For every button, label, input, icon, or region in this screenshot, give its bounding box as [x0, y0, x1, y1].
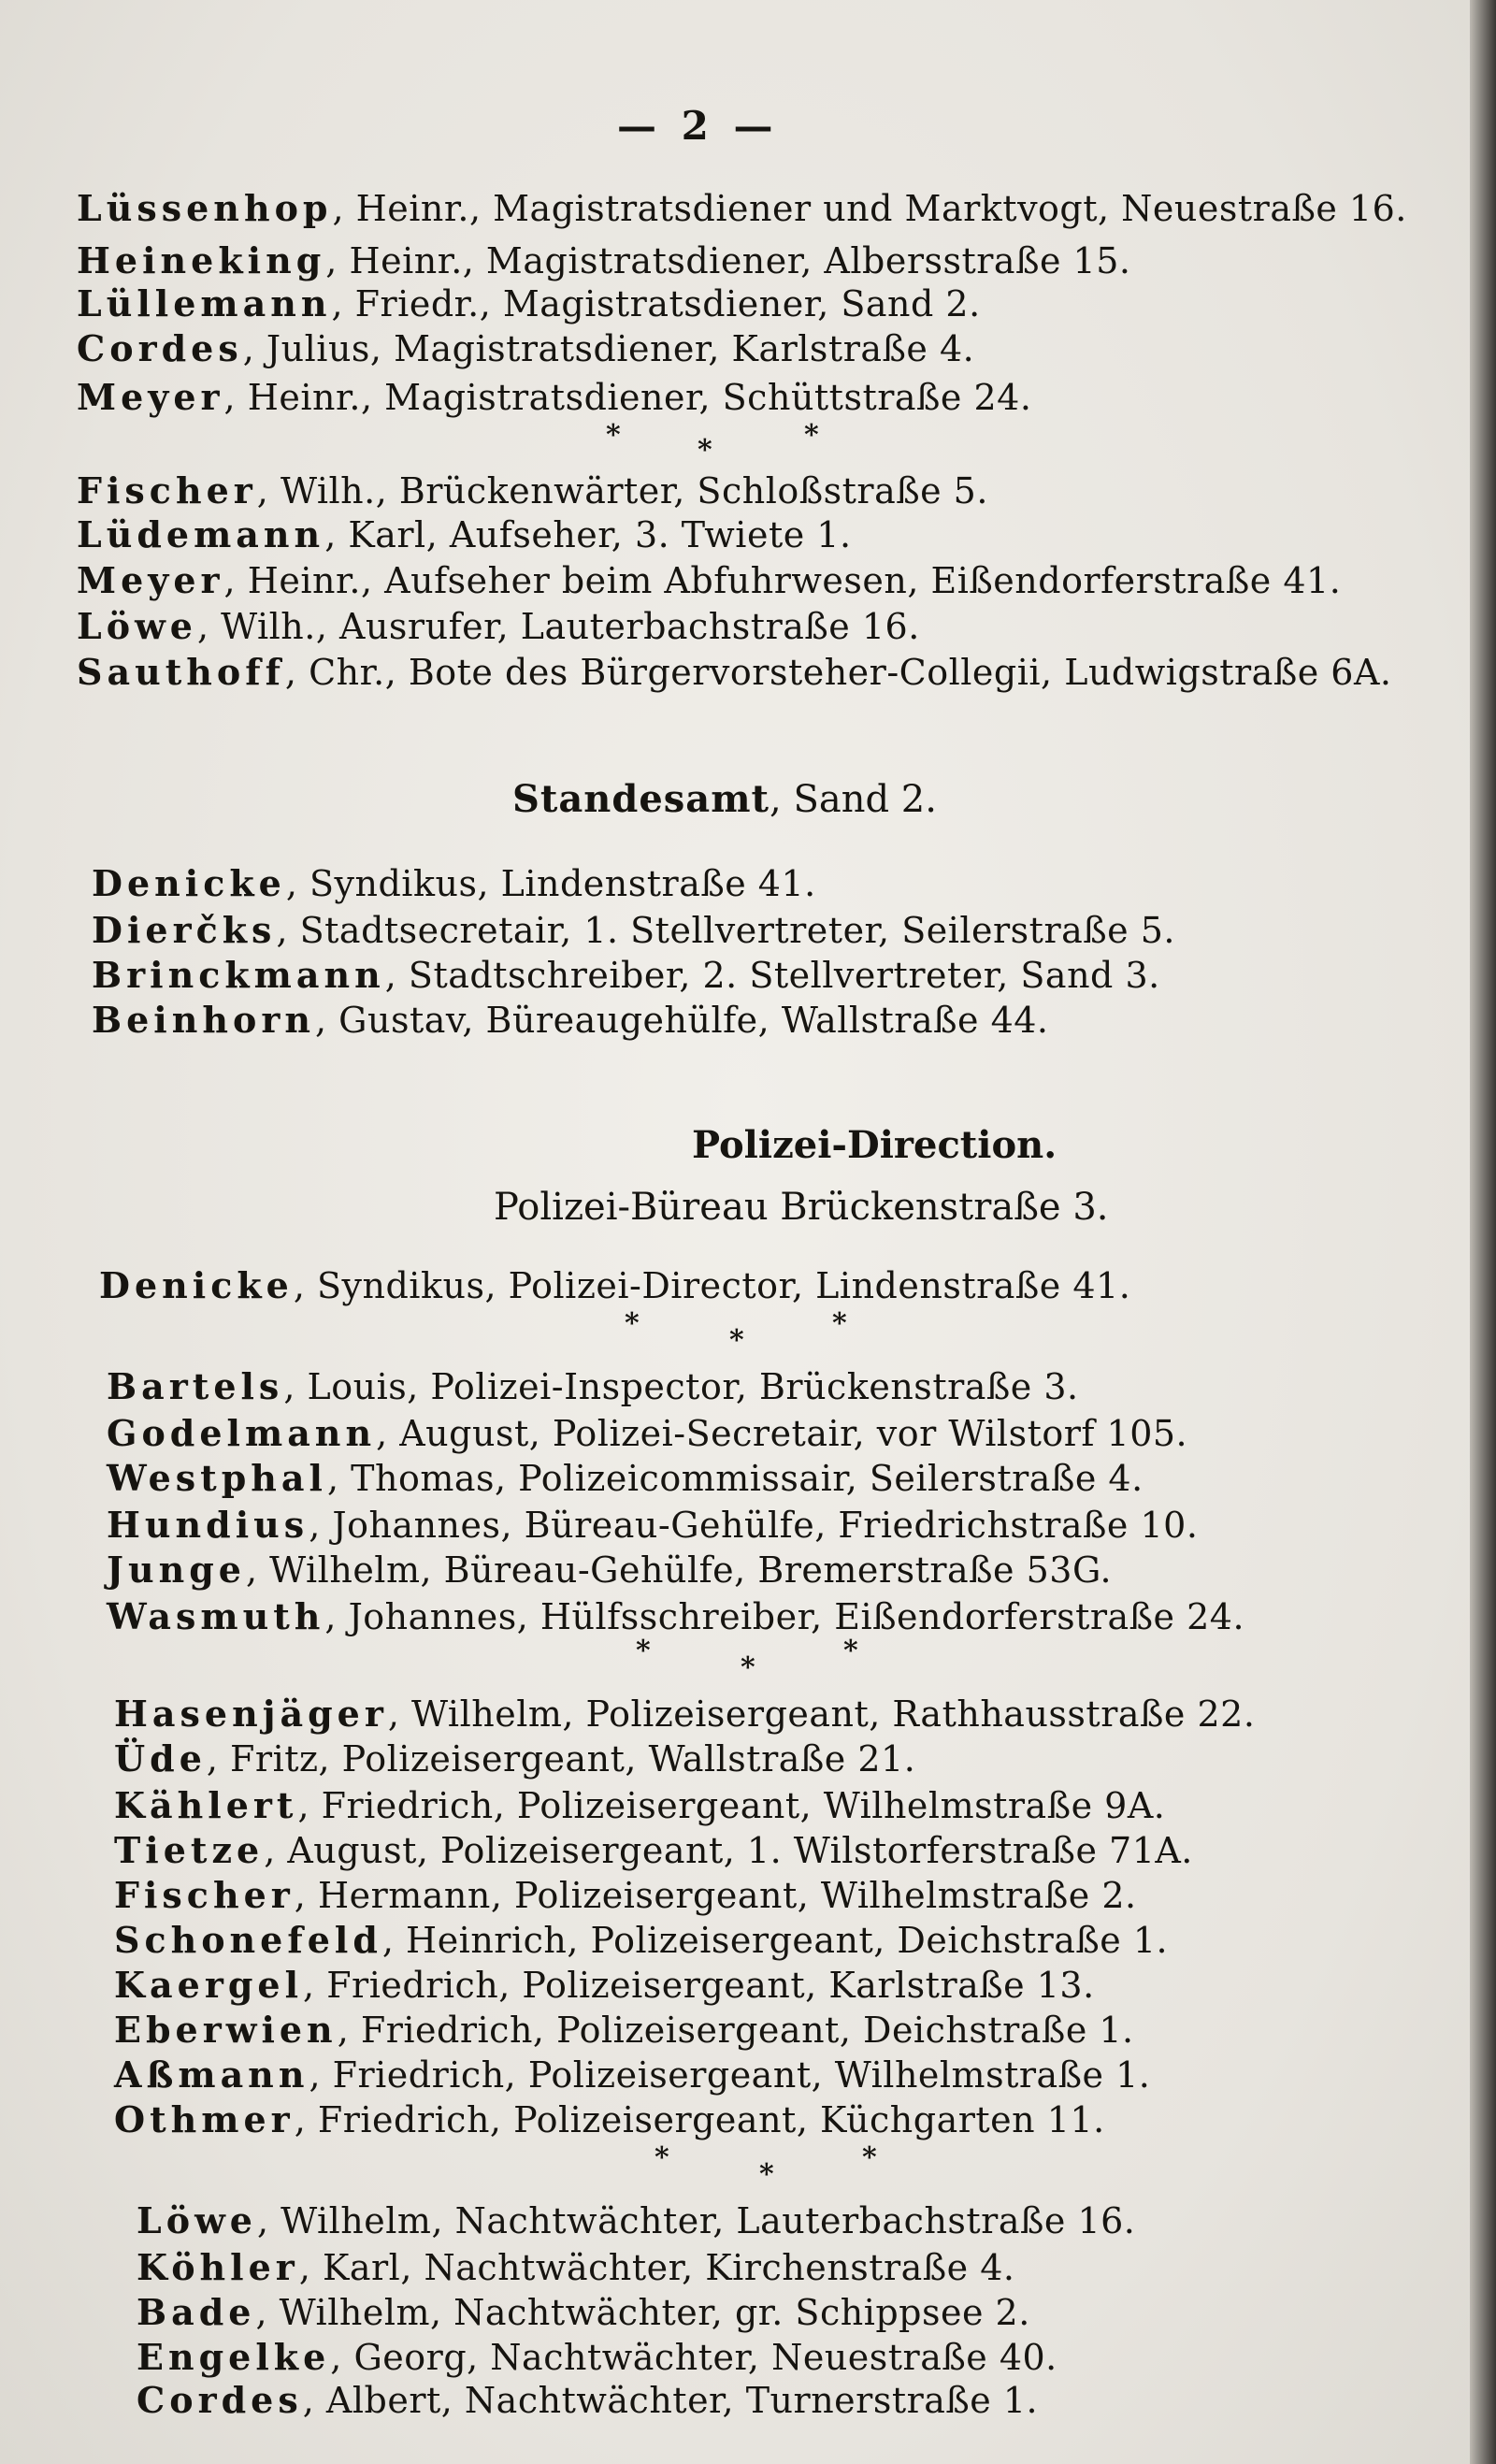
- entry-details: , Wilhelm, Polizeisergeant, Rathhausstraße 22.: [387, 1693, 1256, 1735]
- entry-details: , Karl, Nachtwächter, Kirchenstraße 4.: [298, 2247, 1015, 2288]
- entry-name: Kählert: [114, 1784, 298, 1826]
- entry-name: Brinckmann: [92, 954, 385, 996]
- entry-line: [114, 2097, 1105, 2143]
- entry-line: [107, 1593, 1244, 1640]
- entry-name: Üde: [114, 1737, 207, 1780]
- entry-name: Othmer: [114, 2098, 295, 2140]
- entry-details: , Syndikus, Lindenstraße 41.: [285, 863, 816, 904]
- entry-details: , Karl, Aufseher, 3. Twiete 1.: [324, 514, 852, 555]
- entry-details: , Johannes, Büreau-Gehülfe, Friedrichstraße 10.: [309, 1505, 1199, 1546]
- entry-line: [92, 860, 816, 907]
- entry-details: , Gustav, Büreaugehülfe, Wallstraße 44.: [314, 1000, 1049, 1041]
- entry-line: [137, 2334, 1057, 2381]
- entry-name: Eberwien: [114, 2009, 338, 2051]
- entry-line: [107, 1455, 1144, 1502]
- section-heading-standesamt: [512, 776, 937, 823]
- section-address: , Sand 2.: [770, 778, 937, 821]
- entry-name: Wasmuth: [107, 1595, 325, 1637]
- page-edge-shadow: [1470, 0, 1496, 2464]
- entry-details: , Thomas, Polizeicommissair, Seilerstraße 4.: [326, 1458, 1144, 1499]
- entry-details: , Friedrich, Polizeisergeant, Wilhelmstraße 1.: [309, 2054, 1151, 2096]
- entry-details: , Wilhelm, Nachtwächter, gr. Schippsee 2.: [255, 2292, 1030, 2333]
- entry-line: [114, 2052, 1150, 2098]
- entry-name: Löwe: [77, 605, 197, 647]
- entry-name: Cordes: [77, 327, 243, 369]
- entry-name: Heineking: [77, 239, 326, 281]
- section-heading-polizei: Polizei-Direction.: [692, 1123, 1057, 1167]
- separator-stars: * * *: [606, 419, 819, 467]
- entry-details: , Friedrich, Polizeisergeant, Küchgarten 11.: [294, 2099, 1105, 2140]
- entry-name: Lüssenhop: [77, 187, 333, 229]
- entry-line: [107, 1410, 1187, 1457]
- entry-details: , Stadtsecretair, 1. Stellvertreter, Seilerstraße 5.: [276, 910, 1175, 951]
- page-number: — 2 —: [617, 103, 779, 149]
- entry-name: Tietze: [114, 1829, 265, 1871]
- entry-details: , Wilh., Ausrufer, Lauterbachstraße 16.: [196, 606, 920, 647]
- entry-line: [77, 238, 1130, 284]
- entry-line: [77, 185, 1407, 232]
- entry-name: Denicke: [92, 862, 286, 904]
- entry-name: Lüllemann: [77, 282, 332, 324]
- entry-line: [107, 1363, 1079, 1410]
- entry-name: Hundius: [107, 1504, 309, 1546]
- entry-details: , Friedrich, Polizeisergeant, Wilhelmstraße 9A.: [297, 1785, 1166, 1826]
- entry-name: Cordes: [137, 2379, 303, 2421]
- entry-name: Bartels: [107, 1365, 284, 1407]
- entry-details: , Julius, Magistratsdiener, Karlstraße 4.: [242, 328, 975, 369]
- entry-details: , Stadtschreiber, 2. Stellvertreter, Sand 3.: [384, 955, 1160, 996]
- entry-details: , Heinr., Magistratsdiener, Albersstraße 15.: [325, 240, 1131, 281]
- entry-details: , Wilhelm, Nachtwächter, Lauterbachstraße 16.: [256, 2200, 1136, 2241]
- entry-details: , Chr., Bote des Bürgervorsteher-Collegii, Ludwigstraße 6A.: [284, 652, 1392, 693]
- entry-name: Junge: [107, 1549, 246, 1591]
- entry-name: Löwe: [137, 2199, 257, 2241]
- entry-line: [77, 325, 974, 372]
- entry-line: [92, 997, 1049, 1044]
- entry-details: , Hermann, Polizeisergeant, Wilhelmstraße 2.: [294, 1875, 1137, 1916]
- entry-line: [137, 2244, 1015, 2291]
- entry-name: Schonefeld: [114, 1919, 382, 1961]
- entry-line: [114, 1782, 1165, 1829]
- entry-details: , Louis, Polizei-Inspector, Brückenstraße 3.: [283, 1366, 1079, 1407]
- entry-line: [92, 907, 1175, 954]
- entry-name: Aßmann: [114, 2053, 309, 2096]
- entry-name: Hasenjäger: [114, 1693, 388, 1735]
- entry-name: Westphal: [107, 1457, 327, 1499]
- entry-name: Meyer: [77, 376, 224, 418]
- entry-line: [114, 1872, 1137, 1919]
- entry-line: [114, 1962, 1095, 2009]
- entry-details: , Friedrich, Polizeisergeant, Deichstraße 1.: [337, 2010, 1134, 2051]
- separator-stars: * * *: [636, 1635, 858, 1684]
- entry-line: [92, 952, 1160, 999]
- entry-line: [99, 1262, 1130, 1309]
- entry-details: , Johannes, Hülfsschreiber, Eißendorferstraße 24.: [324, 1596, 1245, 1637]
- entry-line: [114, 1827, 1193, 1874]
- entry-details: , Syndikus, Polizei-Director, Lindenstraße 41.: [293, 1265, 1131, 1306]
- entry-details: , Heinrich, Polizeisergeant, Deichstraße 1.: [381, 1920, 1169, 1961]
- entry-details: , Heinr., Aufseher beim Abfuhrwesen, Eißendorferstraße 41.: [223, 560, 1342, 601]
- entry-name: Fischer: [114, 1874, 295, 1916]
- entry-line: [77, 374, 1031, 421]
- entry-line: [114, 1691, 1255, 1737]
- entry-line: [114, 1917, 1168, 1964]
- section-title: Standesamt: [512, 777, 770, 821]
- entry-details: , August, Polizei-Secretair, vor Wilstorf 105.: [376, 1413, 1188, 1454]
- entry-line: [77, 603, 920, 650]
- entry-details: , Albert, Nachtwächter, Turnerstraße 1.: [302, 2380, 1039, 2421]
- entry-line: [77, 557, 1341, 604]
- entry-details: , Georg, Nachtwächter, Neuestraße 40.: [330, 2337, 1057, 2378]
- entry-details: , Friedrich, Polizeisergeant, Karlstraße 13.: [303, 1965, 1095, 2006]
- entry-name: Godelmann: [107, 1412, 377, 1454]
- separator-stars: * * *: [625, 1307, 847, 1357]
- entry-line: [114, 2007, 1134, 2053]
- entry-line: [137, 2197, 1135, 2244]
- entry-name: Fischer: [77, 469, 257, 512]
- entry-name: Denicke: [99, 1264, 294, 1306]
- entry-line: [137, 2289, 1030, 2336]
- entry-details: , Heinr., Magistratsdiener und Marktvogt, Neuestraße 16.: [332, 188, 1407, 229]
- entry-line: [137, 2377, 1038, 2424]
- entry-details: , Friedr., Magistratsdiener, Sand 2.: [331, 283, 981, 324]
- entry-details: , August, Polizeisergeant, 1. Wilstorferstraße 71A.: [264, 1830, 1193, 1871]
- separator-stars: * * *: [654, 2141, 877, 2191]
- entry-name: Engelke: [137, 2336, 331, 2378]
- entry-name: Kaergel: [114, 1964, 304, 2006]
- entry-line: [77, 281, 981, 327]
- entry-details: , Fritz, Polizeisergeant, Wallstraße 21.: [206, 1738, 916, 1780]
- entry-name: Beinhorn: [92, 999, 315, 1041]
- entry-name: Köhler: [137, 2246, 299, 2288]
- entry-name: Lüdemann: [77, 513, 325, 555]
- entry-details: , Wilh., Brückenwärter, Schloßstraße 5.: [256, 470, 988, 512]
- entry-line: [107, 1547, 1112, 1593]
- entry-line: [77, 649, 1392, 696]
- entry-name: Sauthoff: [77, 651, 285, 693]
- entry-name: Meyer: [77, 559, 224, 601]
- entry-name: Bade: [137, 2291, 256, 2333]
- entry-details: , Wilhelm, Büreau-Gehülfe, Bremerstraße 53G.: [245, 1549, 1113, 1591]
- entry-line: [114, 1736, 915, 1782]
- entry-line: [107, 1502, 1198, 1549]
- section-subheading: Polizei-Büreau Brückenstraße 3.: [494, 1186, 1109, 1229]
- entry-name: Dierčks: [92, 909, 277, 951]
- entry-line: [77, 468, 988, 514]
- entry-line: [77, 512, 852, 558]
- entry-details: , Heinr., Magistratsdiener, Schüttstraße 24.: [223, 377, 1032, 418]
